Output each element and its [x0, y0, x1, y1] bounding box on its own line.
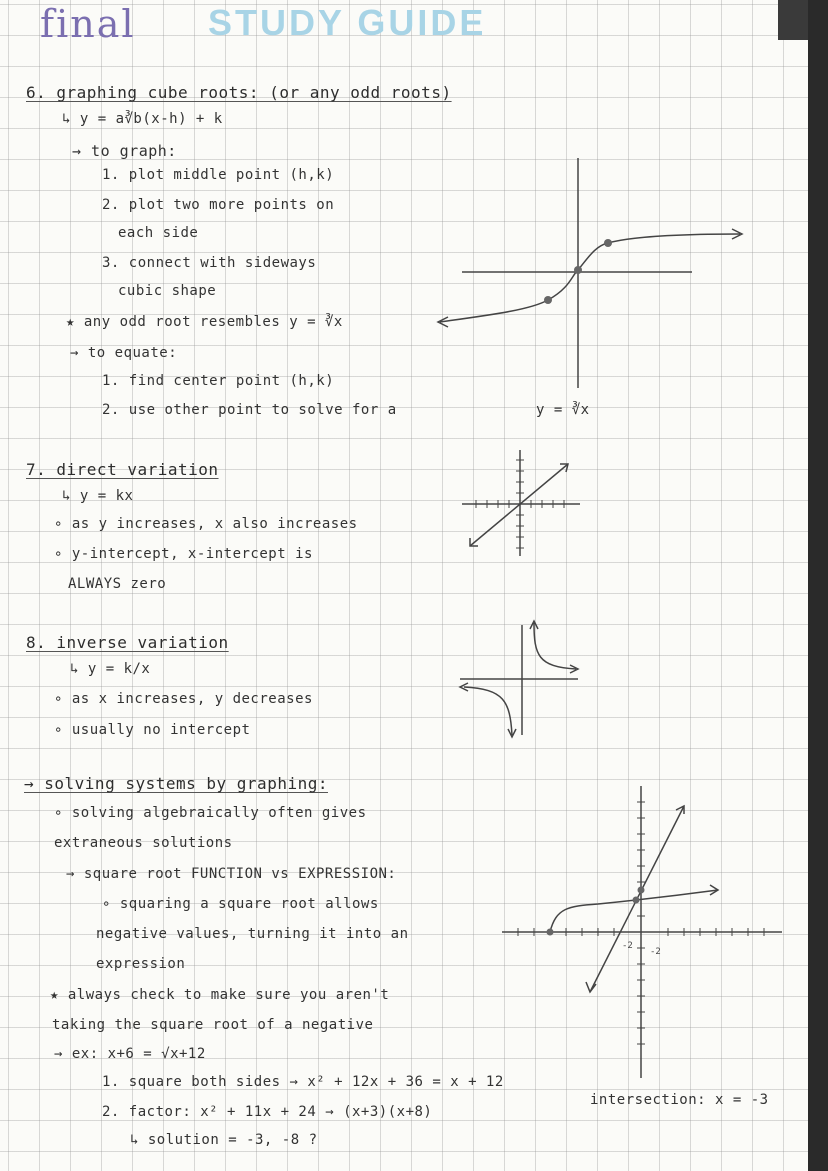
title-study-guide: STUDY GUIDE	[208, 2, 487, 43]
section-8-bullet1: ∘ as x increases, y decreases	[54, 691, 313, 707]
section-6-equate1: 1. find center point (h,k)	[102, 373, 335, 389]
systems-bullet1b: extraneous solutions	[54, 835, 233, 851]
section-6-to-graph: → to graph:	[72, 142, 177, 160]
section-6-step3b: cubic shape	[118, 283, 217, 299]
square-root-heading: → square root FUNCTION vs EXPRESSION:	[66, 866, 397, 882]
section-6-step3a: 3. connect with sideways	[102, 255, 317, 271]
square-root-bullet2: negative values, turning it into an	[96, 926, 409, 942]
check-note-line2: taking the square root of a negative	[52, 1017, 374, 1033]
systems-heading-text: → solving systems by graphing:	[24, 774, 328, 793]
systems-graph-tick-label-a: -2	[622, 941, 633, 951]
section-7-formula: ↳ y = kx	[62, 488, 134, 504]
section-6-to-equate: → to equate:	[70, 345, 178, 361]
section-8-bullet2: ∘ usually no intercept	[54, 722, 251, 738]
inverse-variation-graph	[458, 615, 583, 740]
cube-root-graph	[430, 150, 750, 395]
example-step2: 2. factor: x² + 11x + 24 → (x+3)(x+8)	[102, 1104, 433, 1120]
systems-graph-tick-label-b: -2	[650, 947, 661, 957]
section-7-bullet2: ∘ y-intercept, x-intercept is	[54, 546, 313, 562]
systems-graph	[498, 782, 788, 1082]
title-final: final	[40, 2, 136, 46]
square-root-bullet1: ∘ squaring a square root allows	[102, 896, 379, 912]
page-corner	[778, 0, 808, 40]
section-7-heading: 7. direct variation	[26, 460, 219, 479]
section-7-bullet3: ALWAYS zero	[68, 576, 167, 592]
section-6-formula: ↳ y = a∛b(x-h) + k	[62, 111, 223, 127]
section-6-step2b: each side	[118, 225, 199, 241]
direct-variation-graph	[460, 448, 585, 558]
square-root-bullet3: expression	[96, 956, 186, 972]
example-equation: → ex: x+6 = √x+12	[54, 1046, 206, 1062]
section-6-step1: 1. plot middle point (h,k)	[102, 167, 335, 183]
intersection-label: intersection: x = -3	[590, 1092, 769, 1108]
example-step1: 1. square both sides → x² + 12x + 36 = x + 12	[102, 1074, 504, 1090]
check-note-line1: ★ always check to make sure you aren't	[50, 987, 390, 1003]
section-6-heading: 6. graphing cube roots: (or any odd roots)	[26, 83, 452, 102]
section-6-star-note: ★ any odd root resembles y = ∛x	[66, 314, 343, 330]
section-8-heading: 8. inverse variation	[26, 633, 229, 652]
section-6-step2a: 2. plot two more points on	[102, 197, 335, 213]
systems-heading	[24, 774, 328, 793]
cube-root-graph-label: y = ∛x	[536, 402, 590, 418]
section-7-bullet1: ∘ as y increases, x also increases	[54, 516, 358, 532]
example-solution: ↳ solution = -3, -8 ?	[130, 1132, 318, 1148]
section-8-formula: ↳ y = k/x	[70, 661, 151, 677]
section-6-equate2: 2. use other point to solve for a	[102, 402, 397, 418]
systems-bullet1a: ∘ solving algebraically often gives	[54, 805, 367, 821]
